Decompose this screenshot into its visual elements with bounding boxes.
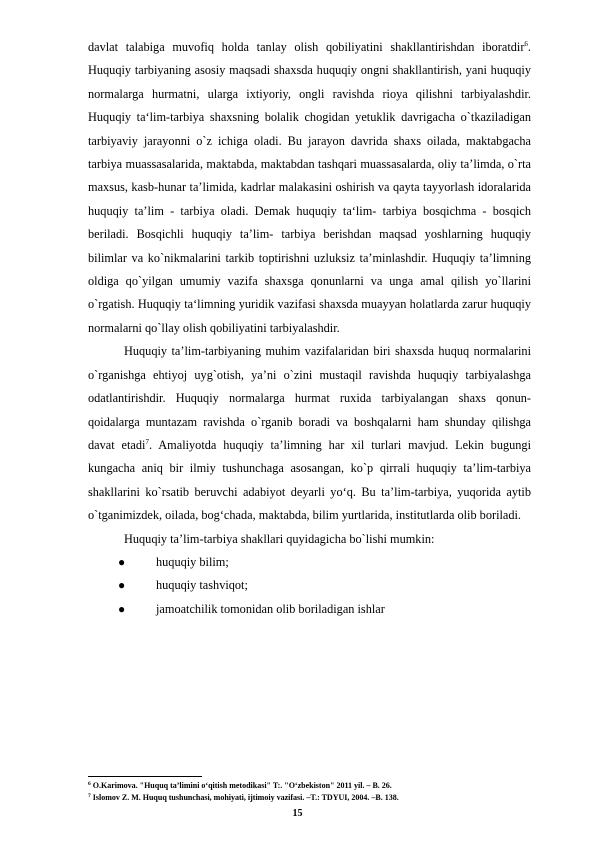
footnote-ref-7[interactable]: 7 bbox=[145, 437, 149, 446]
list-item-text: huquqiy tashviqot; bbox=[156, 578, 248, 593]
list-item-text: jamoatchilik tomonidan olib boriladigan ishlar bbox=[156, 601, 385, 616]
footnote-number: 6 bbox=[88, 781, 91, 787]
page-number: 15 bbox=[292, 808, 303, 819]
paragraph-1 bbox=[88, 36, 531, 340]
footnotes bbox=[88, 780, 531, 803]
paragraph-1-text-cont: . Huquqiy tarbiyaning asosiy maqsadi shaxsda huquqiy ongni shakllantirish, yani huquqiy normalarga hurmatni, ularga ixtiyoriy, ongli ravishda rioya qilishni tarbiyalashdir. Huquqiy ta‘lim-tarbiya shaxsning bolalik chogidan yetuklik davrigacha o`tkaziladigan tarbiyaviy jarayonni o`z ichiga oladi. Bu jarayon davrida shaxs oilada, maktabgacha tarbiya muassasalarida, maktabda, maktabdan tashqari muassasalarda, oliy ta’limda, o`rta maxsus, kasb-hunar ta’limida, kadrlar malakasini oshirish va qayta tayyorlash idoralarida huquqiy ta’lim - tarbiya oladi. Demak huquqiy ta‘lim- tarbiya bosqichma - bosqich beriladi. Bosqichli huquqiy ta’lim- tarbiya berishdan maqsad yoshlarning huquqiy bilimlar va ko`nikmalarini tarkib toptirishni uzluksiz ta’minlashdir. Huquqiy ta’limning oldiga qo`yilgan umumiy vazifa shaxsga qonunlarni va unga amal qilish yo`llarini o`rgatish. Huquqiy ta‘limning yuridik vazifasi shaxsda muayyan holatlarda zarur huquqiy normalarni qo`llay olish qobiliyatini tarbiyalashdir. bbox=[88, 40, 531, 335]
list-item bbox=[88, 574, 531, 597]
bullet-icon: ● bbox=[118, 601, 126, 616]
footnote-6 bbox=[88, 780, 531, 792]
footnote-7 bbox=[88, 792, 531, 804]
footnote-number: 7 bbox=[88, 792, 91, 799]
paragraph-1-text: davlat talabiga muvofiq holda tanlay olish qobiliyatini shakllantirishdan iboratdir bbox=[88, 40, 525, 54]
list-item bbox=[88, 551, 531, 574]
list-item-text: huquqiy bilim; bbox=[156, 554, 229, 569]
list-item bbox=[88, 598, 531, 621]
bullet-icon: ● bbox=[118, 554, 126, 569]
paragraph-3: Huquqiy ta’lim-tarbiya shakllari quyidagicha bo`lishi mumkin: bbox=[124, 531, 435, 546]
bullet-icon: ● bbox=[118, 578, 126, 593]
footnote-divider bbox=[88, 776, 202, 777]
page-body bbox=[88, 36, 531, 621]
footnote-text: Islomov Z. M. Huquq tushunchasi, mohiyati, ijtimoiy vazifasi. –T.: TDYUI, 2004. –B. 138. bbox=[90, 792, 399, 802]
paragraph-2-text: Huquqiy ta’lim-tarbiyaning muhim vazifalaridan biri shaxsda huquq normalarini o`rganishga ehtiyoj uyg`otish, ya’ni o`zini mustaqil ravishda huquqiy tarbiyalashga odatlantirishdir. Huquqiy normalarga hurmat ruxida tarbiyalangan shaxs qonun-qoidalarga muntazam ravishda o`rganib boradi va boshqalarni ham shunday qilishga davat etadi bbox=[88, 344, 531, 452]
footnote-text: O.Karimova. "Huquq ta’limini o‘qitish metodikasi" T:. "O‘zbekiston" 2011 yil. – B. 26. bbox=[90, 781, 392, 790]
paragraph-2-text-cont: . Amaliyotda huquqiy ta’limning har xil turlari mavjud. Lekin bugungi kungacha aniq bir ilmiy tushunchaga asosangan, ko`p qirrali huquqiy ta’lim-tarbiya shakllarini ko`rsatib beruvchi adabiyot deyarli yo‘q. Bu ta’lim-tarbiya, yuqorida aytib o`tganimizdek, oilada, bog‘chada, maktabda, bilim yurtlarida, institutlarda olib boriladi. bbox=[88, 437, 531, 523]
footnote-ref-6[interactable]: 6 bbox=[524, 40, 528, 48]
forms-list bbox=[88, 551, 531, 621]
paragraph-2 bbox=[88, 340, 531, 527]
